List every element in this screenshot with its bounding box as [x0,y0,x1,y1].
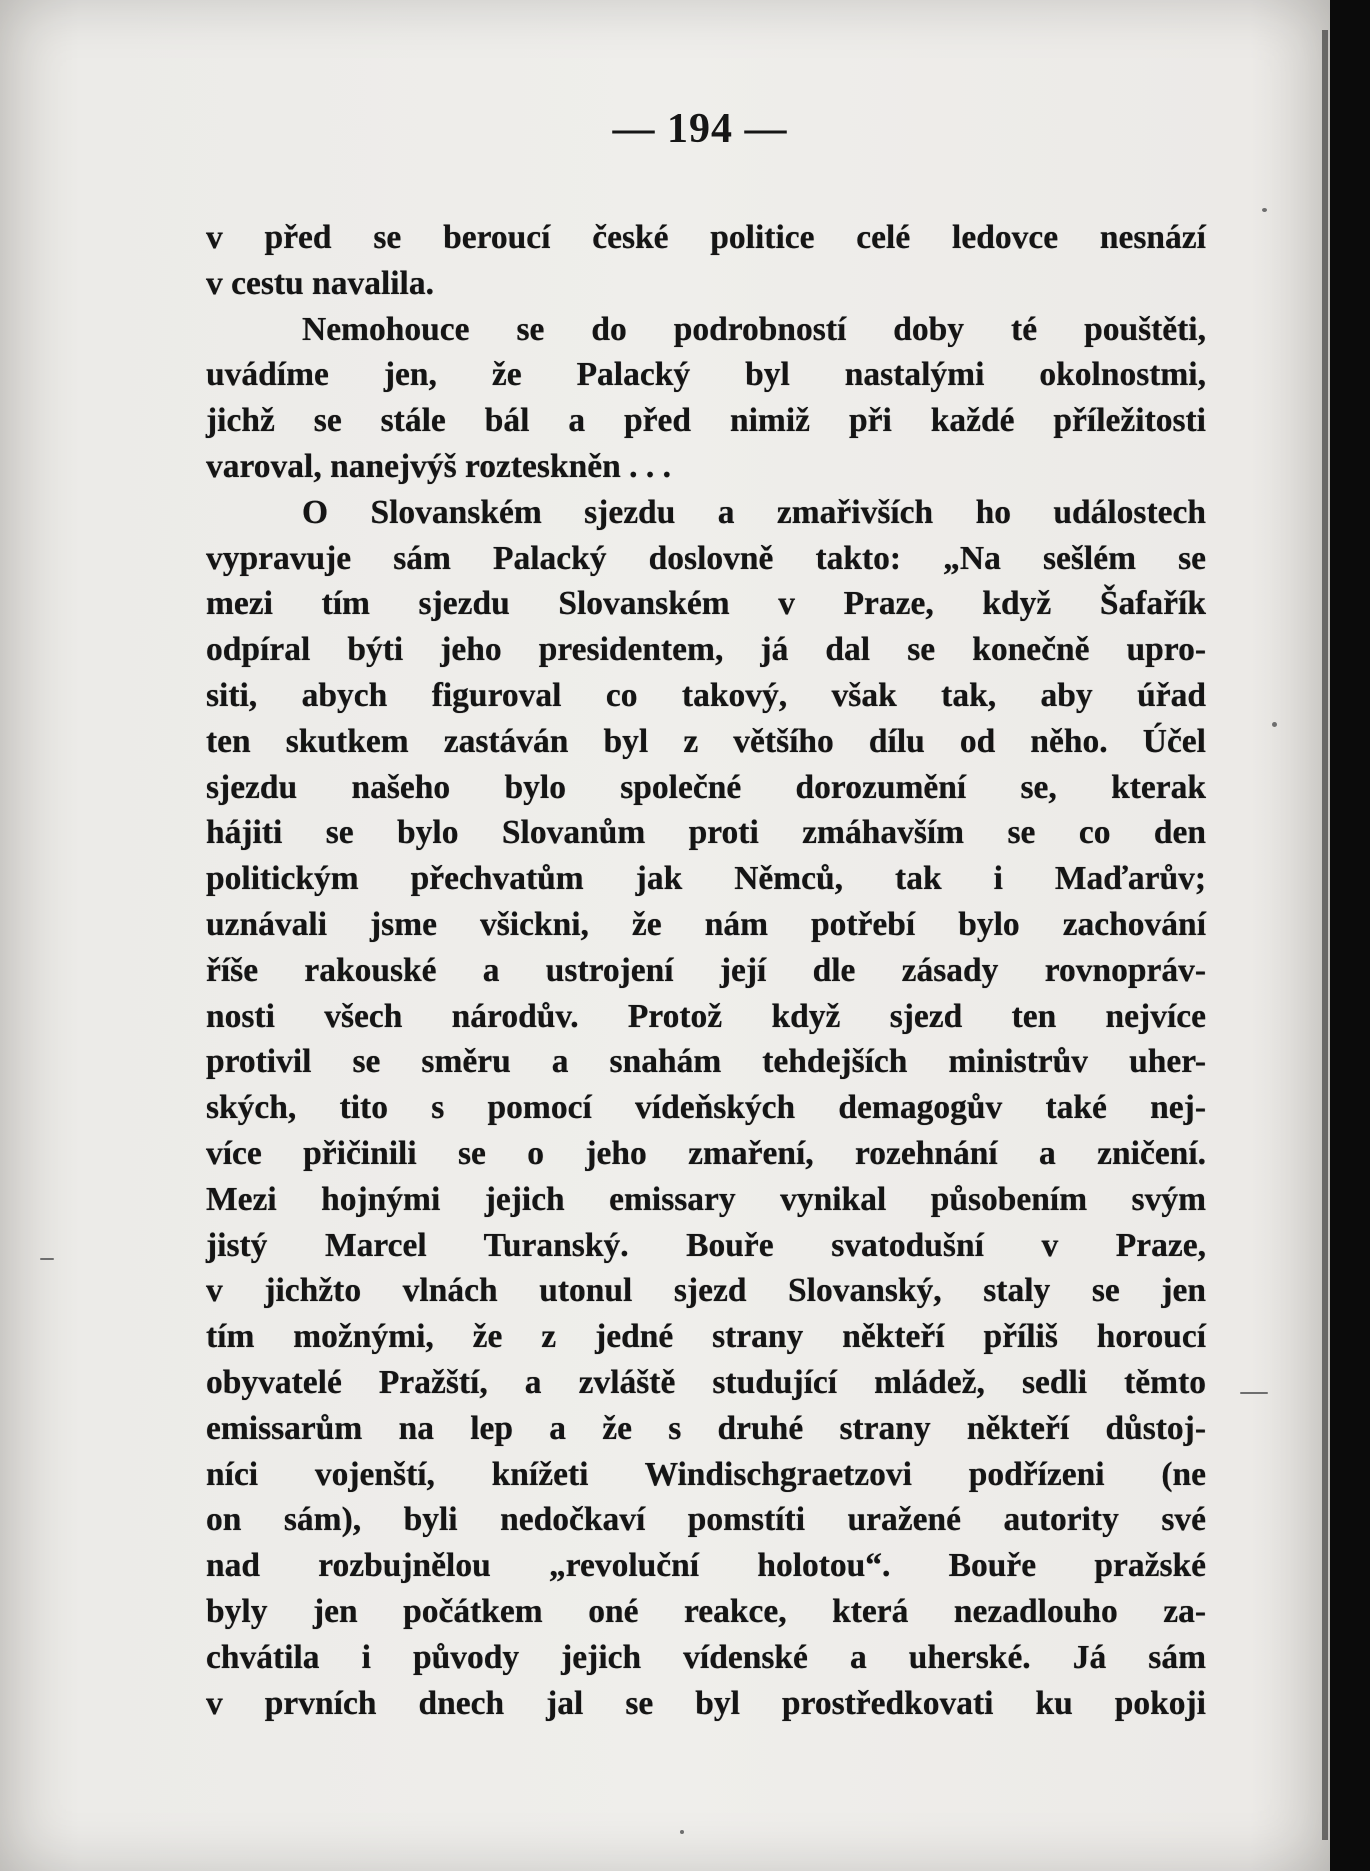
text-line: v jichžto vlnách utonul sjezd Slovanský, staly se jen [206,1272,1206,1310]
text-line: Mezi hojnými jejich emissary vynikal působením svým [206,1180,1206,1218]
text-line: hájiti se bylo Slovanům proti zmáhavším se co den [206,814,1206,852]
text-line: siti, abych figuroval co takový, však tak, aby úřad [206,676,1206,714]
text-line: on sám), byli nedočkaví pomstíti uražené autority své [206,1501,1206,1539]
text-line: tím možnými, že z jedné strany někteří příliš horoucí [206,1318,1206,1356]
print-speck [40,1258,54,1260]
page-edge-shadow [1322,30,1328,1840]
text-line: nad rozbujnělou „revoluční holotou“. Bouře pražské [206,1547,1206,1585]
text-line: více přičinili se o jeho zmaření, rozehnání a zničení. [206,1134,1206,1172]
page-number: — 194 — [612,106,788,152]
text-line: ských, tito s pomocí vídeňských demagogův také nej- [206,1089,1206,1127]
text-line: v prvních dnech jal se byl prostředkovati ku pokoji [206,1684,1206,1722]
text-line: jistý Marcel Turanský. Bouře svatodušní v Praze, [206,1226,1206,1264]
text-line: odpíral býti jeho presidentem, já dal se konečně upro- [206,631,1206,669]
text-line: ten skutkem zastáván byl z většího dílu od něho. Účel [206,722,1206,760]
text-line: politickým přechvatům jak Němců, tak i Maďarův; [206,860,1206,898]
scan-edge [1330,0,1370,1871]
text-line: v před se beroucí české politice celé ledovce nesnází [206,219,1206,256]
text-line: uznávali jsme všickni, že nám potřebí bylo zachování [206,905,1206,943]
text-line: v cestu navalila. [206,264,434,302]
text-line: uvádíme jen, že Palacký byl nastalými okolnostmi, [206,356,1206,394]
text-line: byly jen počátkem oné reakce, která nezadlouho za- [206,1592,1206,1630]
text-line: obyvatelé Pražští, a zvláště studující mládež, sedli těmto [206,1363,1206,1401]
text-line: chvátila i původy jejich vídenské a uherské. Já sám [206,1638,1206,1676]
body-text [206,215,1206,1726]
text-line: O Slovanském sjezdu a zmařivších ho událostech [302,493,1206,531]
text-line: protivil se směru a snahám tehdejších ministrův uher- [206,1043,1206,1081]
print-speck [1262,208,1267,212]
text-line: říše rakouské a ustrojení její dle zásady rovnopráv- [206,951,1206,989]
text-line: emissarům na lep a že s druhé strany někteří důstoj- [206,1409,1206,1447]
text-line: jichž se stále bál a před nimiž při každé příležitosti [206,402,1206,440]
text-line: Nemohouce se do podrobností doby té pouštěti, [302,310,1206,348]
print-speck [1272,722,1277,727]
text-line: sjezdu našeho bylo společné dorozumění se, kterak [206,768,1206,806]
text-line: varoval, nanejvýš rozteskněn . . . [206,447,671,485]
print-speck [1240,1392,1268,1394]
text-line: nosti všech národův. Protož když sjezd ten nejvíce [206,997,1206,1035]
text-line: níci vojenští, knížeti Windischgraetzovi podřízeni (ne [206,1455,1206,1493]
text-line: vypravuje sám Palacký doslovně takto: „Na sešlém se [206,539,1206,577]
print-speck [680,1830,684,1834]
text-line: mezi tím sjezdu Slovanském v Praze, když Šafařík [206,585,1206,623]
